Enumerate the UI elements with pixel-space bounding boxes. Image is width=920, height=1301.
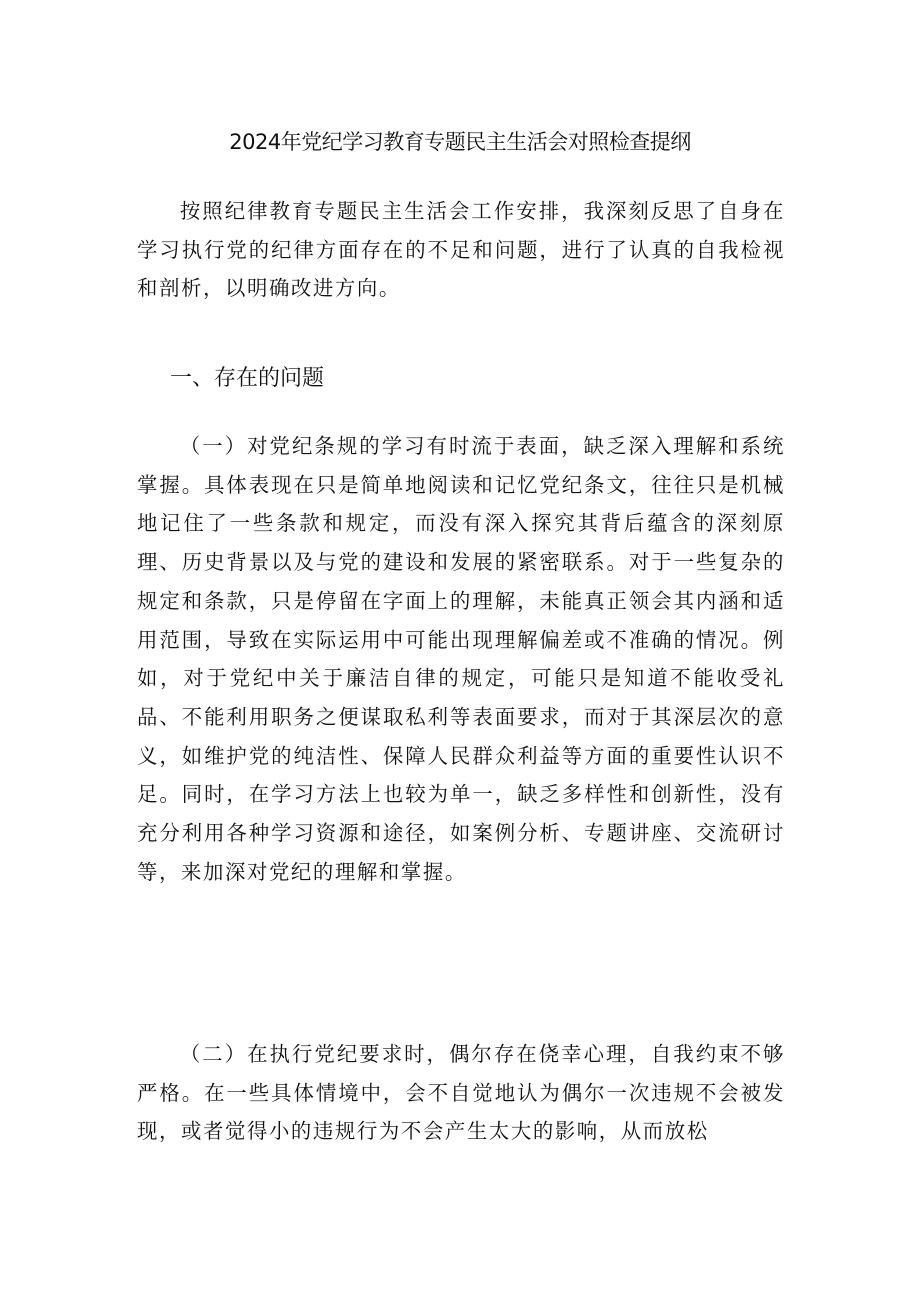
paragraph-issue-1: （一）对党纪条规的学习有时流于表面，缺乏深入理解和系统掌握。具体表现在只是简单地阅读和记忆党纪条文，往往只是机械地记住了一些条款和规定，而没有深入探究其背后蕴含的深刻原理、历史背景以及与党的建设和发展的紧密联系。对于一些复杂的规定和条款，只是停留在字面上的理解，未能真正领会其内涵和适用范围，导致在实际运用中可能出现理解偏差或不准确的情况。例如，对于党纪中关于廉洁自律的规定，可能只是知道不能收受礼品、不能利用职务之便谋取私利等表面要求，而对于其深层次的意义，如维护党的纯洁性、保障人民群众利益等方面的重要性认识不足。同时，在学习方法上也较为单一，缺乏多样性和创新性，没有充分利用各种学习资源和途径，如案例分析、专题讲座、交流研讨等，来加深对党纪的理解和掌握。 xyxy=(137,434,785,884)
paragraph-issue-2: （二）在执行党纪要求时，偶尔存在侥幸心理，自我约束不够严格。在一些具体情境中，会不自觉地认为偶尔一次违规不会被发现，或者觉得小的违规行为不会产生太大的影响，从而放松 xyxy=(137,1042,785,1144)
document-title: 2024年党纪学习教育专题民主生活会对照检查提纲 xyxy=(229,130,691,154)
section-heading: 一、存在的问题 xyxy=(170,366,325,391)
intro-paragraph: 按照纪律教育专题民主生活会工作安排，我深刻反思了自身在学习执行党的纪律方面存在的不足和问题，进行了认真的自我检视和剖析，以明确改进方向。 xyxy=(137,199,785,301)
